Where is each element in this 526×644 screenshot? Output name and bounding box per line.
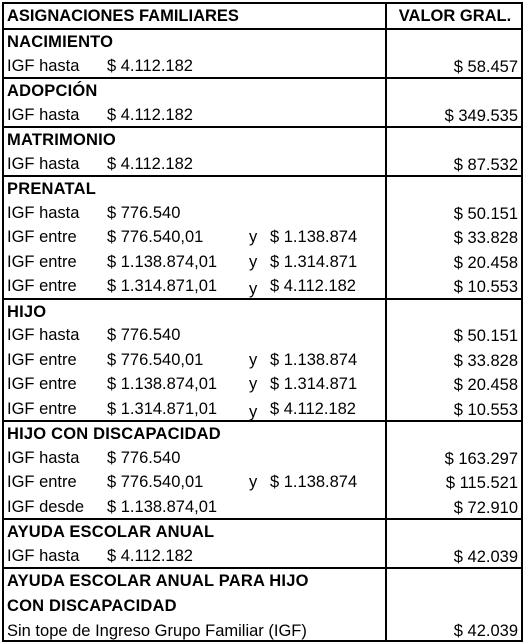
table-row	[4, 471, 521, 496]
section-title-row	[4, 300, 521, 325]
row-from: $ 776.540	[107, 203, 181, 222]
header-title: ASIGNACIONES FAMILIARES	[7, 7, 239, 25]
table-row	[4, 153, 521, 178]
row-value: $ 42.039	[453, 547, 518, 566]
section-title-row	[4, 520, 521, 545]
section-escolar-disc-title-2: CON DISCAPACIDAD	[7, 596, 177, 615]
row-conj: y	[249, 280, 258, 298]
row-from: $ 1.138.874,01	[107, 497, 218, 516]
row-value: $ 50.151	[453, 204, 518, 223]
row-from: $ 1.138.874,01	[107, 375, 218, 393]
table-row	[4, 104, 521, 129]
row-conj: y	[249, 228, 258, 246]
table-row	[4, 373, 521, 398]
row-type: IGF entre	[7, 350, 77, 369]
row-value: $ 20.458	[453, 376, 518, 394]
table-row	[4, 545, 521, 570]
row-value: $ 115.521	[445, 474, 518, 492]
row-to: $ 1.314.871	[270, 375, 358, 393]
row-from: $ 776.540,01	[107, 350, 204, 369]
table-row	[4, 618, 521, 642]
row-conj: y	[249, 402, 258, 421]
row-type: IGF desde	[7, 497, 85, 516]
row-type: IGF hasta	[7, 105, 80, 124]
section-escolar-title: AYUDA ESCOLAR ANUAL	[7, 523, 215, 541]
table-row	[4, 398, 521, 423]
row-type: IGF hasta	[7, 154, 80, 173]
row-conj: y	[249, 473, 258, 491]
row-to: $ 1.138.874	[270, 228, 358, 246]
section-title-row	[4, 594, 521, 619]
section-title-row	[4, 128, 521, 153]
row-conj: y	[249, 350, 258, 369]
row-value: $ 163.297	[444, 449, 518, 468]
row-amount: $ 4.112.182	[107, 154, 193, 173]
row-from: $ 776.540	[107, 448, 181, 467]
row-value: $ 58.457	[453, 57, 518, 76]
section-matrimonio-title: MATRIMONIO	[7, 131, 116, 149]
row-type: IGF hasta	[7, 56, 80, 75]
row-from: $ 1.314.871,01	[107, 277, 218, 295]
table-header	[4, 4, 521, 30]
table-row	[4, 275, 521, 300]
row-amount: $ 4.112.182	[107, 546, 193, 565]
row-from: $ 776.540,01	[107, 228, 204, 246]
row-type: IGF entre	[7, 473, 77, 491]
section-prenatal-title: PRENATAL	[7, 180, 96, 198]
section-hijo-title: HIJO	[7, 302, 47, 321]
row-note: Sin tope de Ingreso Grupo Familiar (IGF)	[7, 622, 307, 640]
row-value: $ 72.910	[453, 498, 518, 517]
row-amount: $ 4.112.182	[107, 105, 193, 124]
row-value: $ 10.553	[453, 400, 518, 419]
row-type: IGF entre	[7, 375, 77, 393]
table-row	[4, 55, 521, 80]
row-to: $ 4.112.182	[270, 399, 356, 418]
table-row	[4, 349, 521, 374]
row-type: IGF hasta	[7, 203, 80, 222]
row-from: $ 1.138.874,01	[107, 252, 218, 271]
header-value-col: VALOR GRAL.	[398, 7, 512, 25]
row-to: $ 1.138.874	[270, 350, 358, 369]
row-value: $ 349.535	[444, 106, 518, 125]
row-conj: y	[249, 375, 258, 393]
section-adopcion-title: ADOPCIÓN	[7, 82, 98, 100]
row-to: $ 4.112.182	[270, 277, 356, 295]
table-row	[4, 251, 521, 276]
table-row	[4, 496, 521, 521]
row-to: $ 1.314.871	[270, 252, 358, 271]
row-amount: $ 4.112.182	[107, 56, 193, 75]
row-value: $ 33.828	[453, 229, 518, 247]
row-to: $ 1.138.874	[270, 473, 358, 491]
table-row	[4, 202, 521, 227]
section-title-row	[4, 569, 521, 594]
asignaciones-table	[2, 2, 523, 642]
table-row	[4, 324, 521, 349]
section-discapacidad-title: HIJO CON DISCAPACIDAD	[7, 425, 221, 443]
row-value: $ 50.151	[453, 327, 518, 345]
section-nacimiento-title: NACIMIENTO	[7, 33, 114, 51]
row-value: $ 87.532	[453, 155, 518, 174]
row-value: $ 20.458	[453, 253, 518, 272]
row-type: IGF hasta	[7, 448, 80, 467]
row-from: $ 776.540,01	[107, 473, 204, 491]
row-value: $ 42.039	[453, 622, 518, 640]
section-title-row	[4, 79, 521, 104]
row-type: IGF entre	[7, 277, 77, 295]
row-value: $ 33.828	[453, 351, 518, 370]
row-from: $ 776.540	[107, 326, 181, 344]
row-conj: y	[249, 252, 258, 271]
row-type: IGF hasta	[7, 326, 80, 344]
row-from: $ 1.314.871,01	[107, 399, 218, 418]
row-type: IGF entre	[7, 399, 77, 418]
row-value: $ 10.553	[453, 278, 518, 296]
row-type: IGF entre	[7, 228, 77, 246]
section-title-row	[4, 177, 521, 202]
section-escolar-disc-title-1: AYUDA ESCOLAR ANUAL PARA HIJO	[7, 572, 309, 590]
table-row	[4, 226, 521, 251]
section-title-row	[4, 30, 521, 55]
table-row	[4, 447, 521, 472]
section-title-row	[4, 422, 521, 447]
row-type: IGF entre	[7, 252, 77, 271]
row-type: IGF hasta	[7, 546, 80, 565]
